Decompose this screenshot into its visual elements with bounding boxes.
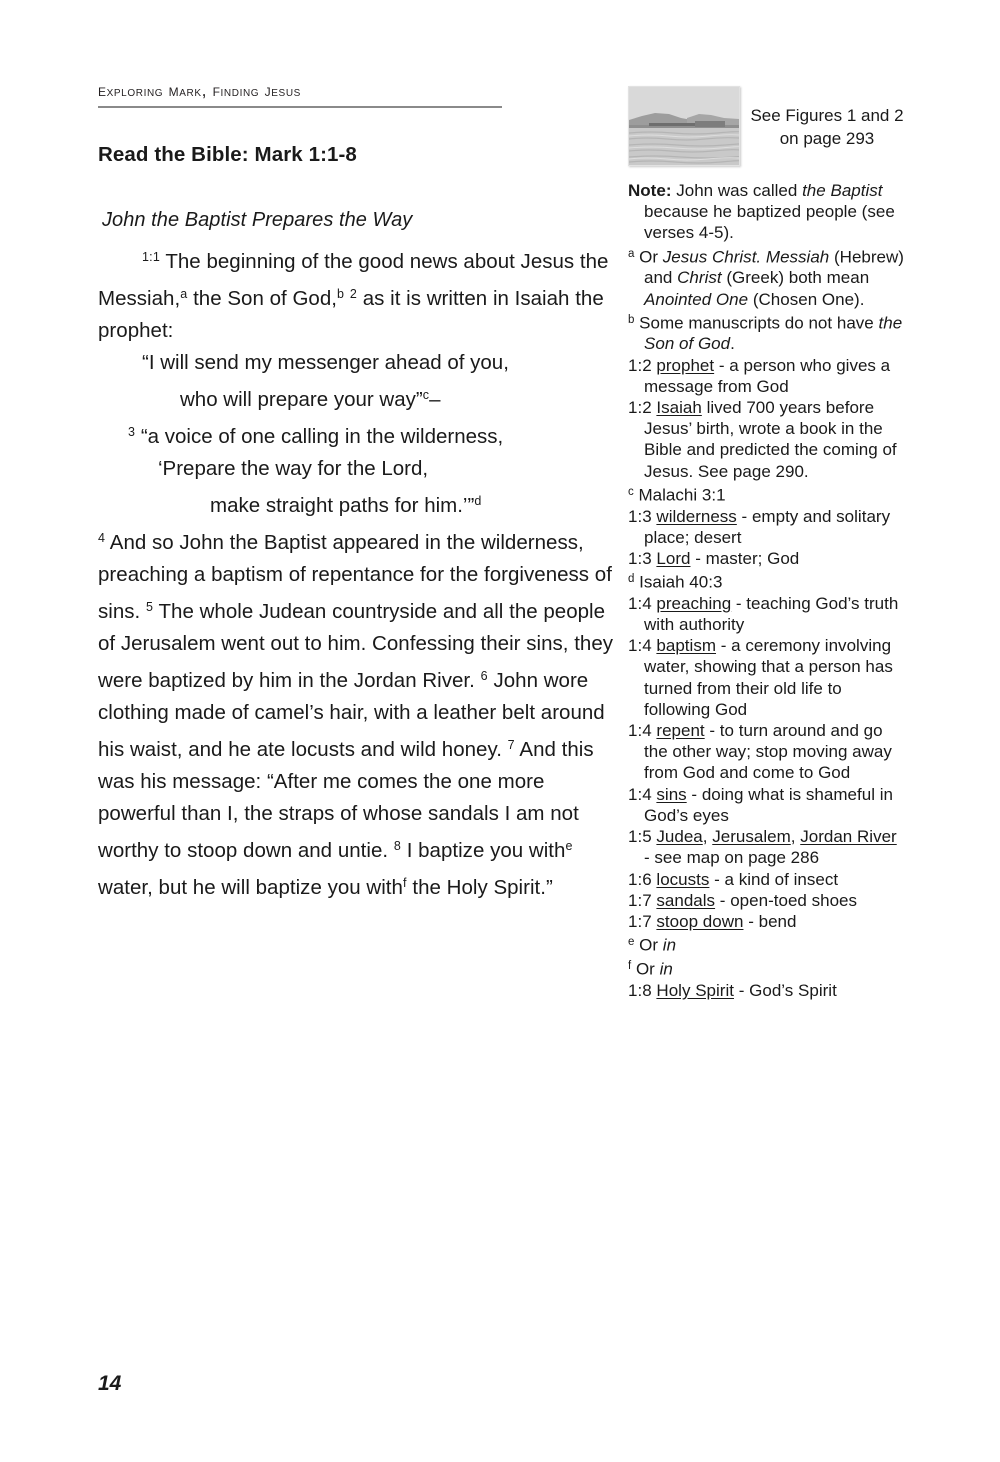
note-footnote-letter: a	[628, 247, 635, 260]
note-text: lived 700 years before Jesus’ birth, wrote a book in the Bible and predicted the coming of Jesus. See page 290.	[644, 398, 897, 481]
note-italic-term: in	[659, 959, 673, 979]
note-item	[628, 569, 906, 593]
note-text: - bend	[743, 911, 797, 931]
scripture-quote-block	[98, 347, 618, 522]
note-text: ,	[702, 827, 713, 847]
note-text: - empty and solitary place; desert	[644, 506, 891, 547]
study-notes-list	[628, 180, 906, 1001]
note-verse-reference: 1:8	[628, 980, 652, 1000]
p1-text-c: as it is written in Isaiah the prophet:	[98, 287, 604, 342]
p2-text-b: The whole Judean countryside and all the people of Jerusalem went out to him. Confessing their sins, they were baptized by him in the Jordan River.	[98, 600, 614, 692]
note-text: - God’s Spirit	[733, 980, 837, 1000]
note-item	[628, 593, 906, 635]
note-text: - teaching God’s truth with authority	[644, 593, 899, 635]
note-glossary-term: repent	[656, 721, 705, 741]
note-text: Isaiah 40:3	[634, 572, 723, 592]
note-verse-reference: 1:4	[628, 721, 652, 741]
figure-reference-block	[628, 86, 906, 166]
verse-marker-8: 8	[393, 839, 401, 853]
running-head-title: exploring mark, finding jesus	[98, 80, 301, 100]
note-text: ,	[790, 827, 801, 847]
verse-marker-5: 5	[145, 600, 154, 614]
p2-text-d: And this was his message: “After me comes the one more powerful than I, the straps of whose sandals I am not worthy to stoop down and untie.	[98, 738, 594, 862]
notes-sidebar	[628, 86, 906, 1001]
note-footnote-letter: b	[628, 313, 635, 326]
note-text: - open-toed shoes	[715, 890, 858, 910]
note-item	[628, 397, 906, 482]
note-verse-reference: 1:5	[628, 827, 652, 847]
footnote-mark-d: d	[474, 494, 482, 508]
note-text: - see map on page 286	[644, 848, 820, 868]
note-item	[628, 635, 906, 720]
verse-marker-2: 2	[349, 287, 358, 301]
main-text-column	[98, 143, 618, 904]
footnote-mark-c: c	[422, 388, 430, 402]
quote-line	[98, 347, 618, 379]
note-verse-reference: 1:4	[628, 636, 652, 656]
note-glossary-term: sandals	[656, 890, 716, 910]
note-text: Malachi 3:1	[633, 485, 726, 505]
p1-text-a: The beginning of the good news about Jesus the Messiah,	[98, 250, 609, 310]
note-text: - a ceremony involving water, showing that a person has turned from their old life to following God	[644, 636, 893, 719]
verse-marker-1-1: 1:1	[142, 250, 160, 264]
verse-marker-7: 7	[507, 738, 515, 752]
note-footnote-letter: e	[628, 936, 635, 949]
quote-line-text: make straight paths for him.’”	[210, 494, 475, 517]
note-item	[628, 355, 906, 397]
note-glossary-term: baptism	[656, 636, 717, 656]
note-glossary-term: preaching	[656, 593, 732, 613]
note-verse-reference: 1:4	[628, 593, 652, 613]
footnote-mark-f: f	[402, 876, 407, 890]
note-item	[628, 482, 906, 506]
quote-line-text: “a voice of one calling in the wilderness,	[140, 425, 504, 448]
p2-text-e: I baptize you with	[406, 839, 566, 862]
p2-text-g: the Holy Spirit.”	[412, 876, 553, 899]
note-verse-reference: 1:4	[628, 784, 652, 804]
note-italic-term: in	[662, 935, 677, 955]
note-item	[628, 932, 906, 956]
quote-line	[98, 453, 618, 485]
figure-caption: See Figures 1 and 2 on page 293	[750, 106, 904, 148]
note-italic-term: the Baptist	[802, 181, 883, 200]
note-item	[628, 310, 906, 355]
note-verse-reference: 1:7	[628, 890, 652, 910]
note-text: Or	[634, 247, 663, 267]
scripture-paragraph-1	[98, 241, 618, 347]
note-item	[628, 180, 906, 244]
landscape-photo-thumbnail	[628, 86, 740, 166]
note-lead-label: Note:	[628, 181, 672, 200]
note-text: - a person who gives a message from God	[644, 355, 891, 396]
note-glossary-term: Jerusalem	[712, 827, 791, 847]
note-text: Or	[634, 935, 663, 955]
note-text: (Greek) both mean	[721, 268, 870, 288]
footnote-mark-e: e	[565, 839, 573, 853]
p1-text-b: the Son of God,	[193, 287, 337, 310]
note-glossary-term: Jordan River	[800, 827, 897, 847]
footnote-mark-a: a	[180, 287, 188, 301]
scripture-paragraph-2	[98, 522, 618, 904]
note-item	[628, 980, 906, 1001]
note-item	[628, 548, 906, 569]
p2-text-c: John wore clothing made of camel’s hair, with a leather belt around his waist, and he ate locusts and wild honey.	[98, 669, 605, 761]
note-text: (Hebrew) and	[644, 247, 904, 288]
section-title: Read the Bible: Mark 1:1-8	[98, 143, 357, 166]
quote-line-text: “I will send my messenger ahead of you,	[142, 351, 509, 374]
note-text: - to turn around and go the other way; stop moving away from God and come to God	[644, 721, 892, 783]
note-italic-term: the Son of God	[644, 313, 903, 354]
note-text: .	[730, 334, 735, 354]
note-item	[628, 956, 906, 980]
quote-line	[98, 379, 618, 416]
verse-marker-4: 4	[98, 531, 106, 545]
note-verse-reference: 1:3	[628, 506, 652, 526]
note-text: Or	[631, 959, 660, 979]
running-head	[98, 80, 518, 108]
footnote-mark-b: b	[336, 287, 345, 301]
note-text: - a kind of insect	[709, 869, 839, 889]
note-text: (Chosen One).	[748, 289, 865, 309]
note-item	[628, 869, 906, 890]
note-text: - doing what is shameful in God’s eyes	[644, 784, 893, 825]
quote-line	[98, 485, 618, 522]
quote-line-text: ‘Prepare the way for the Lord,	[158, 457, 429, 480]
note-italic-term: Christ	[677, 268, 722, 288]
note-glossary-term: Holy Spirit	[656, 980, 734, 1000]
note-italic-term: Jesus Christ. Messiah	[662, 247, 830, 267]
verse-marker-6: 6	[480, 669, 488, 683]
verse-marker-3: 3	[128, 425, 136, 439]
note-italic-term: Anointed One	[644, 289, 749, 309]
page-number: 14	[98, 1372, 122, 1395]
note-text: - master; God	[690, 548, 800, 568]
note-item	[628, 911, 906, 932]
note-glossary-term: Judea	[656, 827, 703, 847]
note-item	[628, 506, 906, 548]
passage-title: John the Baptist Prepares the Way	[102, 209, 413, 231]
note-text: because he baptized people (see verses 4-5).	[644, 202, 895, 243]
quote-line-text: who will prepare your way”	[180, 388, 423, 411]
note-glossary-term: stoop down	[656, 911, 744, 931]
note-footnote-letter: c	[628, 485, 634, 498]
note-verse-reference: 1:6	[628, 869, 652, 889]
p2-text-a: And so John the Baptist appeared in the wilderness, preaching a baptism of repentance for the forgiveness of sins.	[98, 531, 612, 623]
note-glossary-term: Isaiah	[656, 398, 702, 418]
quote-line	[98, 416, 618, 453]
p2-text-f: water, but he will baptize you with	[98, 876, 403, 899]
note-item	[628, 244, 906, 310]
note-glossary-term: prophet	[656, 355, 715, 375]
note-footnote-letter: d	[628, 573, 635, 586]
note-text: John was called	[671, 181, 803, 200]
note-item	[628, 720, 906, 784]
note-verse-reference: 1:2	[628, 398, 652, 418]
note-glossary-term: Lord	[656, 548, 691, 568]
note-verse-reference: 1:7	[628, 911, 652, 931]
header-rule	[98, 106, 502, 108]
note-item	[628, 890, 906, 911]
note-footnote-letter: f	[628, 959, 632, 972]
note-item	[628, 826, 906, 868]
quote-line-tail: –	[429, 388, 441, 411]
note-glossary-term: wilderness	[656, 506, 737, 526]
note-glossary-term: sins	[656, 784, 687, 804]
note-text: Some manuscripts do not have	[634, 313, 879, 333]
note-verse-reference: 1:3	[628, 548, 652, 568]
note-glossary-term: locusts	[656, 869, 710, 889]
note-verse-reference: 1:2	[628, 355, 652, 375]
note-item	[628, 784, 906, 826]
